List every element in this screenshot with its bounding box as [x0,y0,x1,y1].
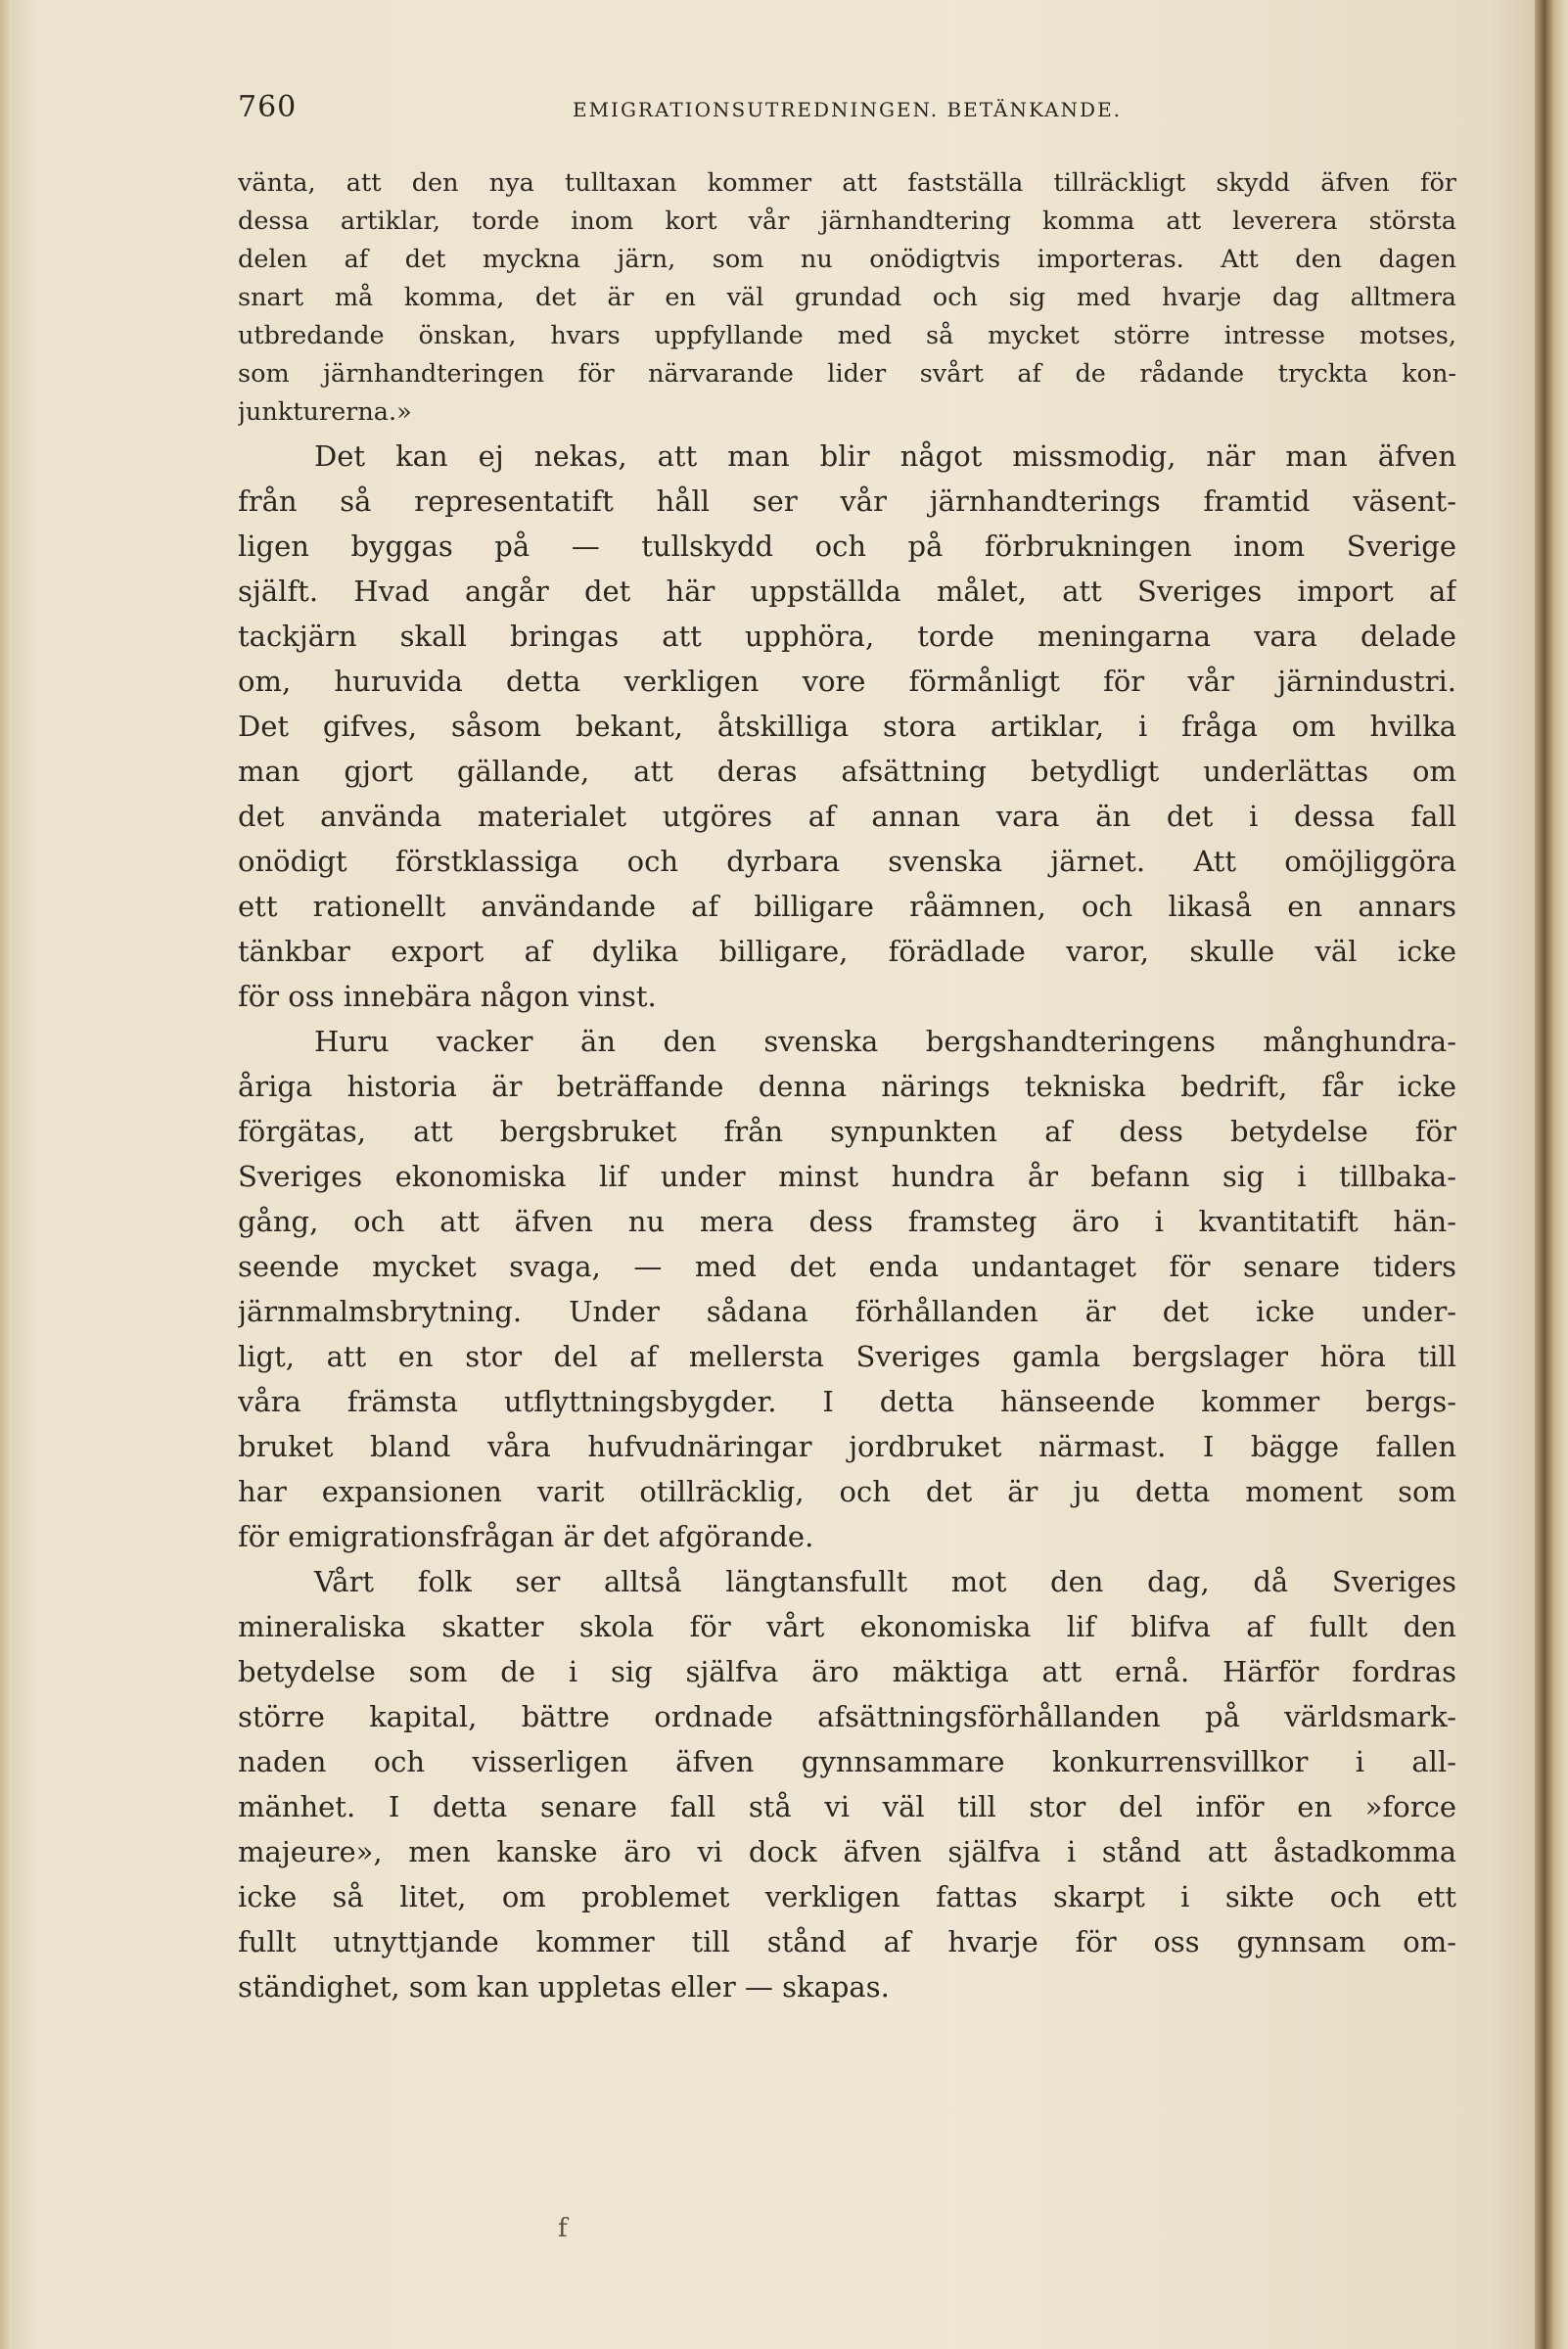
text-line: ligen byggas på — tullskydd och på förbrukningen inom Sverige [238,530,1456,563]
body-text [238,164,1456,2009]
running-head: EMIGRATIONSUTREDNINGEN. BETÄNKANDE. [572,98,1123,121]
text-line: dessa artiklar, torde inom kort vår järnhandtering komma att leverera största [238,207,1456,236]
text-line: fullt utnyttjande kommer till stånd af hvarje för oss gynnsam om- [238,1925,1456,1958]
text-line: vänta, att den nya tulltaxan kommer att fastställa tillräckligt skydd äfven för [238,168,1456,198]
paragraph [238,434,1456,1019]
text-line: tackjärn skall bringas att upphöra, torde meningarna vara delade [238,620,1456,653]
text-line: ligt, att en stor del af mellersta Sveriges gamla bergslager höra till [238,1340,1456,1373]
text-line: Vårt folk ser alltså längtansfullt mot den dag, då Sveriges [314,1565,1456,1598]
text-line: majeure», men kanske äro vi dock äfven själfva i stånd att åstadkomma [238,1835,1456,1868]
text-line: icke så litet, om problemet verkligen fattas skarpt i sikte och ett [238,1880,1456,1913]
paragraph [238,1559,1456,2009]
footer-mark: f [558,2214,568,2243]
text-line: mineraliska skatter skola för vårt ekonomiska lif blifva af fullt den [238,1610,1456,1643]
paragraph [238,1019,1456,1559]
text-line: utbredande önskan, hvars uppfyllande med så mycket större intresse motses, [238,321,1456,350]
text-line: för emigrationsfrågan är det afgörande. [238,1520,814,1553]
text-line: naden och visserligen äfven gynnsammare konkurrensvillkor i all- [238,1745,1456,1778]
text-line: Det kan ej nekas, att man blir något missmodig, när man äfven [314,439,1456,473]
text-line: själft. Hvad angår det här uppställda målet, att Sveriges import af [238,575,1456,608]
text-line: ett rationellt användande af billigare råämnen, och likaså en annars [238,890,1456,923]
text-line: större kapital, bättre ordnade afsättningsförhållanden på världsmark- [238,1700,1456,1733]
text-line: snart må komma, det är en väl grundad och sig med hvarje dag alltmera [238,283,1456,312]
text-line: våra främsta utflyttningsbygder. I detta hänseende kommer bergs- [238,1385,1456,1418]
text-line: från så representatift håll ser vår järnhandterings framtid väsent- [238,484,1456,518]
text-line: förgätas, att bergsbruket från synpunkten af dess betydelse för [238,1115,1456,1148]
text-line: ständighet, som kan uppletas eller — skapas. [238,1970,890,2004]
text-line: för oss innebära någon vinst. [238,980,657,1013]
text-line: Det gifves, såsom bekant, åtskilliga stora artiklar, i fråga om hvilka [238,710,1456,743]
text-line: åriga historia är beträffande denna närings tekniska bedrift, får icke [238,1070,1456,1103]
page-header [238,90,1456,129]
text-line: man gjort gällande, att deras afsättning betydligt underlättas om [238,755,1456,788]
text-line: bruket bland våra hufvudnäringar jordbruket närmast. I bägge fallen [238,1430,1456,1463]
page-left-edge [0,0,12,2349]
text-line: onödigt förstklassiga och dyrbara svenska järnet. Att omöjliggöra [238,845,1456,878]
text-line: seende mycket svaga, — med det enda undantaget för senare tiders [238,1250,1456,1283]
text-line: om, huruvida detta verkligen vore förmånligt för vår järnindustri. [238,665,1456,698]
text-line: junkturerna.» [238,397,412,427]
text-line: Sveriges ekonomiska lif under minst hundra år befann sig i tillbaka- [238,1160,1456,1193]
book-spine-edge [1535,0,1568,2349]
text-line: gång, och att äfven nu mera dess framsteg äro i kvantitatift hän- [238,1205,1456,1238]
text-line: delen af det myckna järn, som nu onödigtvis importeras. Att den dagen [238,245,1456,274]
text-line: som järnhandteringen för närvarande lider svårt af de rådande tryckta kon- [238,359,1456,389]
text-line: Huru vacker än den svenska bergshandteringens månghundra- [314,1025,1456,1058]
text-line: mänhet. I detta senare fall stå vi väl till stor del inför en »force [238,1790,1456,1823]
text-line: har expansionen varit otillräcklig, och det är ju detta moment som [238,1475,1456,1508]
text-line: det använda materialet utgöres af annan vara än det i dessa fall [238,800,1456,833]
text-line: tänkbar export af dylika billigare, förädlade varor, skulle väl icke [238,935,1456,968]
page-number: 760 [238,90,298,124]
text-line: järnmalmsbrytning. Under sådana förhållanden är det icke under- [238,1295,1456,1328]
paragraph [238,164,1456,432]
text-line: betydelse som de i sig själfva äro mäktiga att ernå. Härför fordras [238,1655,1456,1688]
